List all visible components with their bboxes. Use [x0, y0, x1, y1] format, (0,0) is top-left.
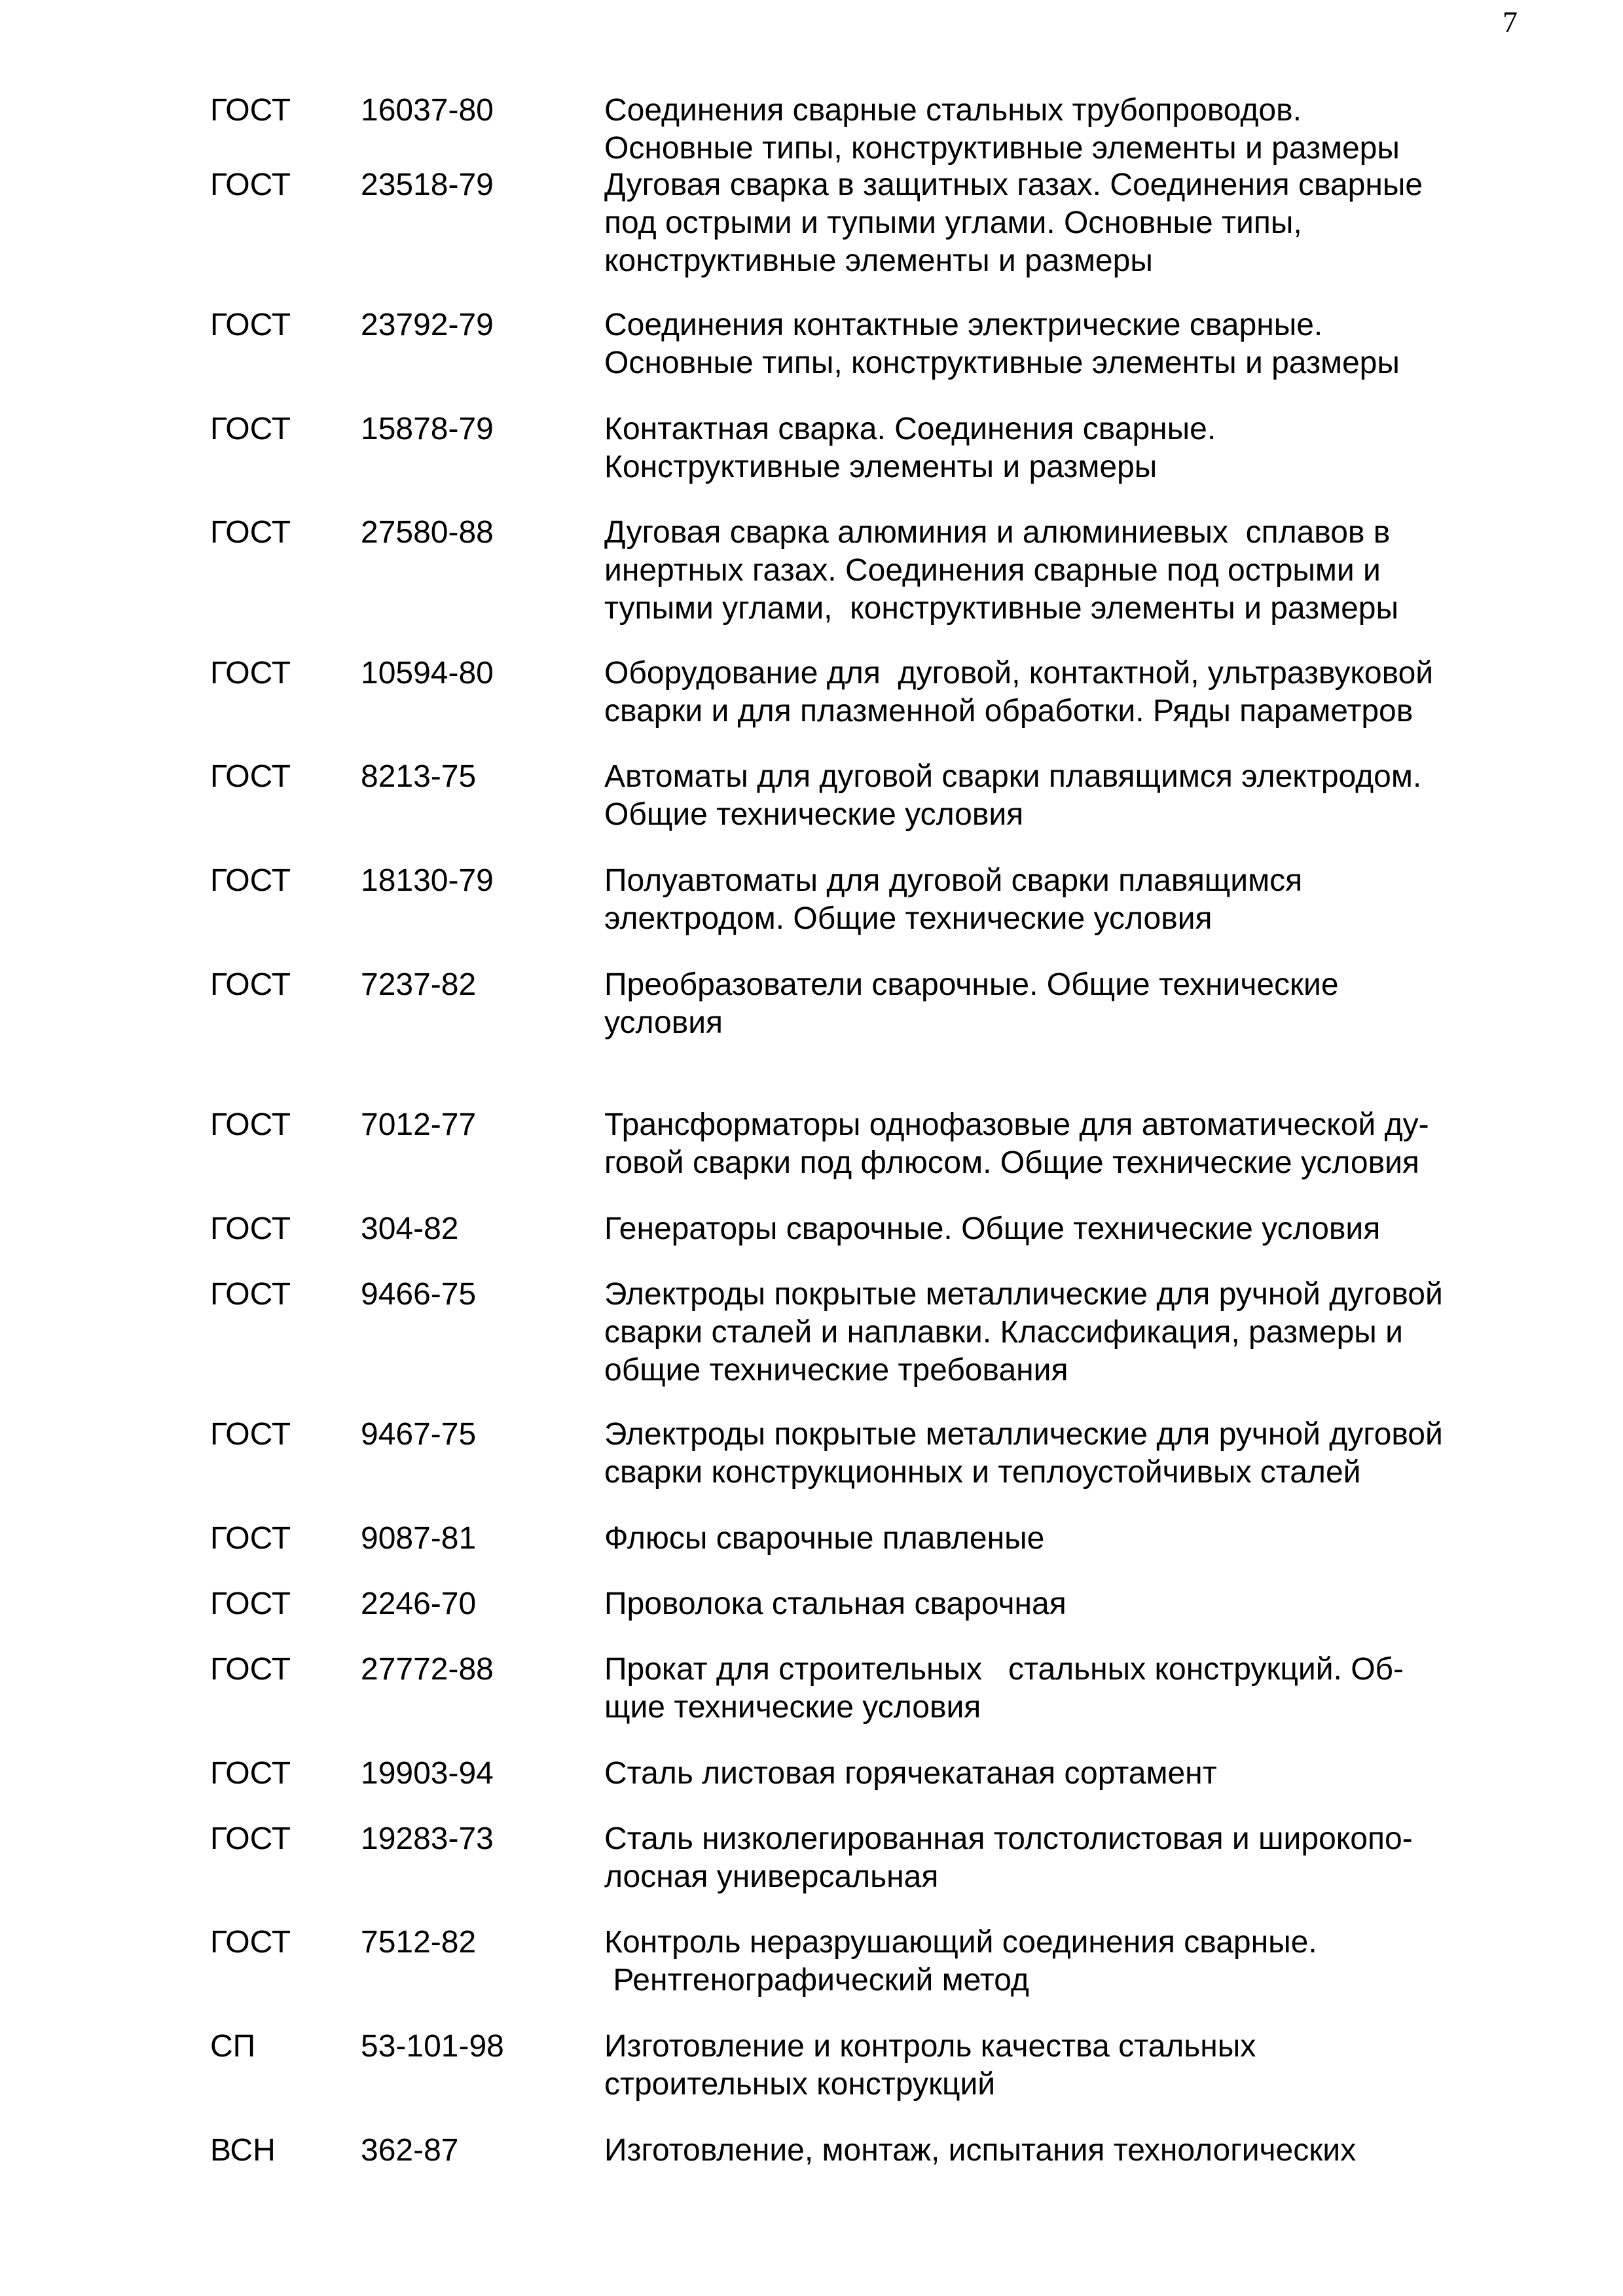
standard-number: 15878-79 — [361, 412, 494, 446]
standard-title-line: конструктивные элементы и размеры — [604, 243, 1153, 278]
standard-number: 27772-88 — [361, 1652, 494, 1687]
standard-title-line: Дуговая сварка алюминия и алюминиевых сплавов в — [604, 515, 1391, 550]
standard-title-line: Изготовление и контроль качества стальных — [604, 2029, 1256, 2064]
standard-title — [604, 1520, 1521, 1558]
standard-title-line: Преобразователи сварочные. Общие технические — [604, 967, 1339, 1002]
standard-number: 23518-79 — [361, 168, 494, 202]
standard-title-line: говой сварки под флюсом. Общие технические условия — [604, 1145, 1419, 1180]
standard-title-line: Прокат для строительных стальных конструкций. Об- — [604, 1652, 1404, 1687]
standard-title — [604, 306, 1521, 382]
standard-type: ГОСТ — [210, 1587, 291, 1621]
standard-title-line: Основные типы, конструктивные элементы и размеры — [604, 131, 1400, 166]
standard-title-line: Изготовление, монтаж, испытания технологических — [604, 2133, 1357, 2168]
standard-number: 2246-70 — [361, 1587, 477, 1621]
standard-type: ГОСТ — [210, 1277, 291, 1312]
standard-number: 53-101-98 — [361, 2029, 504, 2064]
standard-title-line: Основные типы, конструктивные элементы и размеры — [604, 346, 1400, 380]
standard-number: 27580-88 — [361, 515, 494, 550]
standard-title-line: Автоматы для дуговой сварки плавящимся электродом. — [604, 759, 1422, 794]
standard-number: 23792-79 — [361, 308, 494, 342]
standard-title — [604, 1106, 1521, 1182]
standard-type: ВСН — [210, 2133, 276, 2168]
standard-title-line: Флюсы сварочные плавленые — [604, 1521, 1045, 1556]
standard-title-line: тупыми углами, конструктивные элементы и размеры — [604, 591, 1398, 626]
standard-title — [604, 655, 1521, 730]
standard-title — [604, 1210, 1521, 1248]
standard-title-line: Полуавтоматы для дуговой сварки плавящимся — [604, 863, 1303, 898]
standard-type: ГОСТ — [210, 1107, 291, 1142]
standard-number: 7237-82 — [361, 967, 477, 1002]
standard-title — [604, 514, 1521, 628]
standard-title-line: под острыми и тупыми углами. Основные типы, — [604, 206, 1302, 240]
standard-title-line: сварки конструкционных и теплоустойчивых сталей — [604, 1455, 1361, 1490]
standard-title — [604, 2132, 1521, 2170]
standard-number: 7012-77 — [361, 1107, 477, 1142]
standard-title-line: Дуговая сварка в защитных газах. Соединения сварные — [604, 168, 1423, 202]
standard-title-line: Сталь низколегированная толстолистовая и широкопо- — [604, 1821, 1413, 1856]
standard-number: 18130-79 — [361, 863, 494, 898]
standard-title-line: Конструктивные элементы и размеры — [604, 450, 1158, 484]
page-number: 7 — [1503, 5, 1518, 39]
standard-title — [604, 862, 1521, 938]
standard-title-line: Электроды покрытые металлические для ручной дуговой — [604, 1417, 1443, 1452]
standard-type: ГОСТ — [210, 1521, 291, 1556]
standard-title-line: условия — [604, 1005, 723, 1040]
standard-title-line: общие технические требования — [604, 1353, 1068, 1388]
standard-number: 10594-80 — [361, 656, 494, 691]
standard-title-line: Оборудование для дуговой, контактной, ультразвуковой — [604, 656, 1434, 691]
standard-type: ГОСТ — [210, 1211, 291, 1246]
standard-type: ГОСТ — [210, 1756, 291, 1791]
standard-title — [604, 758, 1521, 834]
standard-title-line: Контактная сварка. Соединения сварные. — [604, 412, 1216, 446]
standard-title — [604, 1276, 1521, 1390]
standard-type: ГОСТ — [210, 656, 291, 691]
standard-type: ГОСТ — [210, 1821, 291, 1856]
standard-title — [604, 410, 1521, 486]
standard-title-line: Трансформаторы однофазовые для автоматической ду- — [604, 1107, 1429, 1142]
standard-number: 19283-73 — [361, 1821, 494, 1856]
standard-title-line: сварки и для плазменной обработки. Ряды параметров — [604, 694, 1413, 728]
standard-type: ГОСТ — [210, 863, 291, 898]
standard-title-line: Соединения сварные стальных трубопроводов. — [604, 93, 1302, 128]
standard-number: 9466-75 — [361, 1277, 477, 1312]
standard-type: ГОСТ — [210, 1925, 291, 1960]
standard-title — [604, 966, 1521, 1042]
standard-title-line: Проволока стальная сварочная — [604, 1587, 1067, 1621]
standard-title-line: сварки сталей и наплавки. Классификация, размеры и — [604, 1315, 1403, 1350]
standard-number: 9467-75 — [361, 1417, 477, 1452]
standard-number: 8213-75 — [361, 759, 477, 794]
standard-title — [604, 1755, 1521, 1793]
standard-type: ГОСТ — [210, 308, 291, 342]
standard-title-line: Электроды покрытые металлические для ручной дуговой — [604, 1277, 1443, 1312]
standard-type: ГОСТ — [210, 967, 291, 1002]
standard-title-line: Генераторы сварочные. Общие технические условия — [604, 1211, 1381, 1246]
standard-number: 304-82 — [361, 1211, 459, 1246]
standard-number: 9087-81 — [361, 1521, 477, 1556]
standard-title-line: лосная универсальная — [604, 1859, 939, 1894]
standard-type: ГОСТ — [210, 1417, 291, 1452]
standard-title-line: строительных конструкций — [604, 2067, 996, 2102]
standard-title — [604, 1924, 1521, 2000]
standard-title — [604, 1416, 1521, 1492]
standard-type: ГОСТ — [210, 1652, 291, 1687]
standard-title-line: Рентгенографический метод — [604, 1963, 1029, 1998]
standard-title — [604, 1820, 1521, 1896]
standard-title-line: электродом. Общие технические условия — [604, 901, 1213, 936]
standard-number: 16037-80 — [361, 93, 494, 128]
standard-title-line: Соединения контактные электрические сварные. — [604, 308, 1323, 342]
standard-title — [604, 92, 1521, 168]
standard-title — [604, 1585, 1521, 1623]
standard-title — [604, 2028, 1521, 2104]
standard-title-line: Контроль неразрушающий соединения сварные. — [604, 1925, 1317, 1960]
standard-type: ГОСТ — [210, 515, 291, 550]
standard-type: ГОСТ — [210, 168, 291, 202]
standard-title — [604, 1651, 1521, 1727]
standard-title-line: инертных газах. Соединения сварные под острыми и — [604, 553, 1381, 588]
standard-type: ГОСТ — [210, 412, 291, 446]
standard-title — [604, 166, 1521, 280]
standard-type: ГОСТ — [210, 93, 291, 128]
standard-number: 19903-94 — [361, 1756, 494, 1791]
standard-type: ГОСТ — [210, 759, 291, 794]
standard-title-line: щие технические условия — [604, 1690, 981, 1725]
standard-title-line: Общие технические условия — [604, 797, 1024, 832]
standard-number: 362-87 — [361, 2133, 459, 2168]
standard-type: СП — [210, 2029, 256, 2064]
standard-title-line: Сталь листовая горячекатаная сортамент — [604, 1756, 1217, 1791]
standard-number: 7512-82 — [361, 1925, 477, 1960]
